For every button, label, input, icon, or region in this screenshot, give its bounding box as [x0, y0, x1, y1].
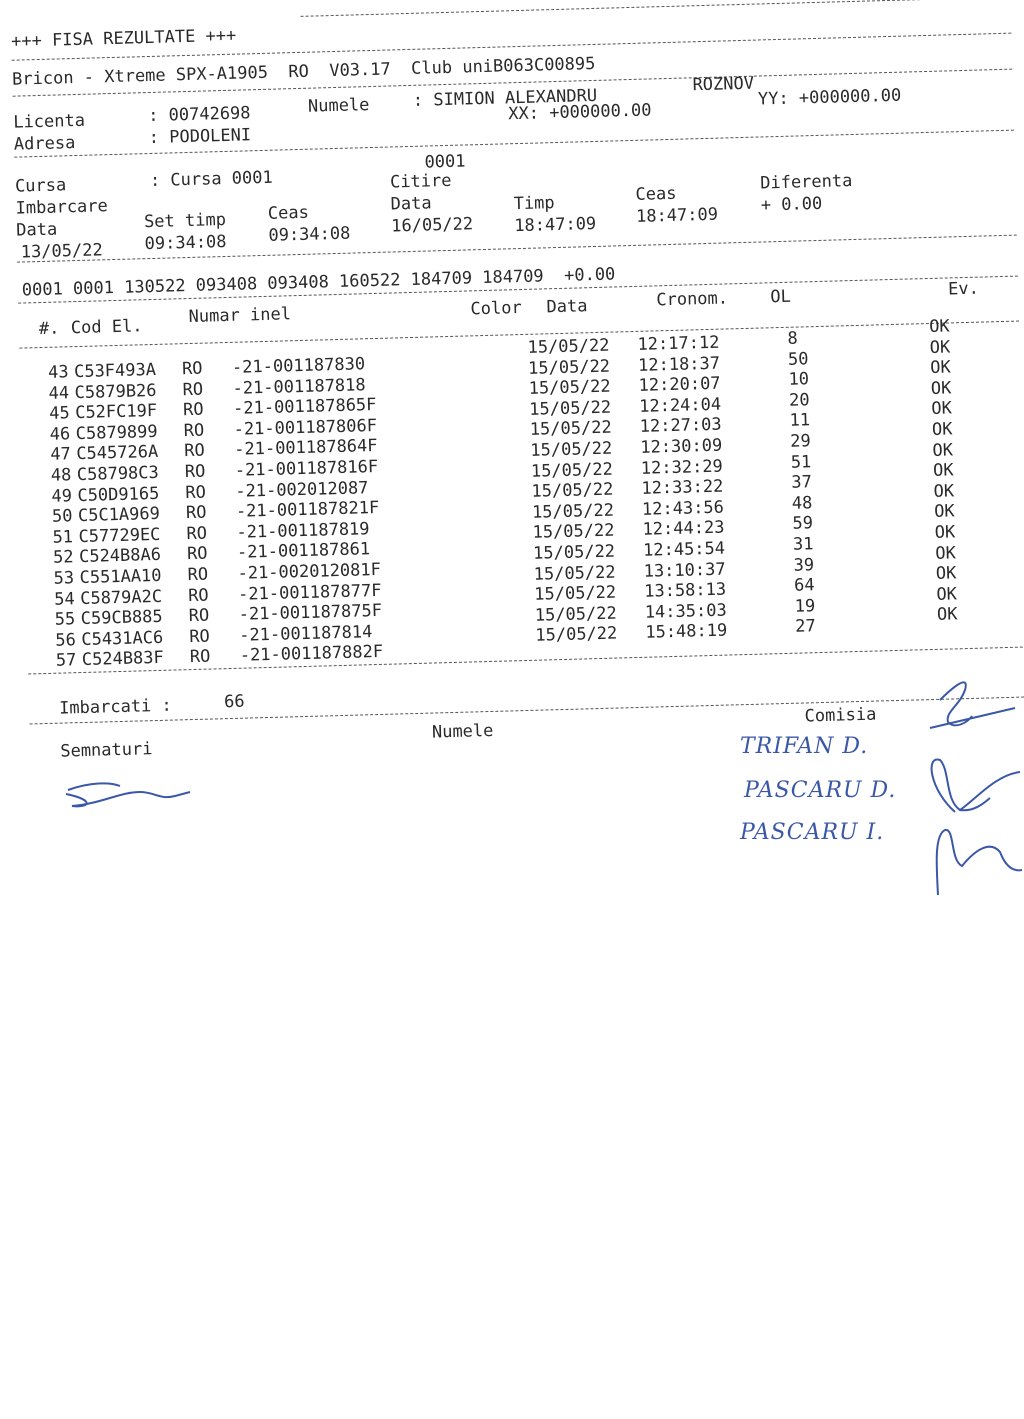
arrival-time: 12:32:29 — [640, 456, 724, 479]
commission-name-2: PASCARU D. — [744, 778, 897, 803]
cursa-value: : Cursa 0001 — [149, 167, 274, 192]
col-ol: OL — [770, 286, 792, 308]
electronic-code: C551AA10 — [79, 565, 162, 589]
diferenta-value: + 0.00 — [760, 193, 823, 216]
arrival-date: 15/05/22 — [535, 623, 618, 647]
electronic-code: C59CB885 — [80, 607, 163, 630]
ring-number: -21-001187865F — [232, 395, 377, 420]
ceas-set-label: Ceas — [267, 202, 310, 224]
arrival-time: 13:10:37 — [643, 559, 726, 582]
licenta-value: : 00742698 — [147, 103, 251, 127]
row-number: 46 — [49, 424, 71, 445]
electronic-code: C545726A — [76, 442, 159, 465]
arrival-time: 12:17:12 — [637, 332, 720, 355]
arrival-time: 14:35:03 — [644, 600, 727, 623]
imbarcare-label: Imbarcare — [15, 196, 109, 219]
ol-value: 10 — [788, 369, 810, 390]
ring-number: -21-001187806F — [233, 415, 378, 440]
country-code: RO — [187, 585, 209, 606]
ring-number: -21-001187864F — [233, 436, 378, 461]
arrival-time: 12:24:04 — [638, 394, 722, 417]
col-cod-el: Cod El. — [70, 316, 143, 339]
arrival-time: 12:45:54 — [642, 538, 726, 561]
ol-value: 37 — [791, 472, 813, 493]
arrival-time: 12:43:56 — [641, 497, 725, 520]
row-number: 50 — [51, 506, 73, 527]
event-status: OK — [930, 357, 952, 379]
adresa-label: Adresa — [13, 133, 76, 155]
ring-number: -21-001187819 — [236, 518, 370, 543]
country-code: RO — [186, 543, 208, 565]
electronic-code: C57729EC — [78, 524, 161, 547]
set-timp-label: Set timp — [143, 209, 227, 233]
event-status: OK — [931, 419, 953, 440]
row-number: 53 — [53, 568, 75, 589]
set-timp-value: 09:34:08 — [144, 231, 227, 255]
row-number: 49 — [51, 485, 73, 507]
col-ev: Ev. — [947, 278, 980, 300]
arrival-time: 12:44:23 — [642, 517, 725, 541]
licenta-label: Licenta — [13, 110, 86, 133]
ol-value: 64 — [793, 575, 815, 596]
event-status: OK — [930, 378, 952, 399]
row-number: 55 — [54, 609, 76, 630]
country-code: RO — [183, 420, 205, 441]
arrival-time: 12:30:09 — [640, 435, 723, 458]
country-code: RO — [187, 564, 209, 586]
xx-coordinate: XX: +000000.00 — [508, 100, 652, 125]
ol-value: 20 — [788, 390, 810, 411]
event-status: OK — [935, 563, 957, 585]
electronic-code: C5C1A969 — [77, 504, 161, 527]
event-status: OK — [932, 439, 954, 461]
ol-value: 50 — [787, 348, 809, 370]
comisia-label: Comisia — [804, 704, 877, 727]
ceas-read-label: Ceas — [635, 183, 677, 205]
arrival-date: 15/05/22 — [531, 500, 615, 523]
col-numar-inel: Numar inel — [188, 304, 292, 328]
country-code: RO — [182, 379, 204, 400]
electronic-code: C53F493A — [73, 359, 157, 383]
event-status: OK — [936, 604, 958, 626]
adresa-value: : PODOLENI — [148, 125, 252, 149]
citire-label: Citire — [389, 170, 452, 193]
numele-label: Numele — [307, 95, 370, 117]
ring-number: -21-001187830 — [231, 354, 366, 378]
ring-number: -21-001187877F — [237, 580, 382, 605]
col-data: Data — [546, 296, 588, 318]
ring-number: -21-001187861 — [236, 539, 371, 564]
arrival-date: 15/05/22 — [528, 376, 611, 400]
row-number: 43 — [47, 362, 69, 383]
electronic-code: C524B83F — [81, 648, 165, 671]
row-number: 48 — [50, 465, 72, 486]
event-status: OK — [933, 481, 955, 502]
citire-data-label: Data — [390, 193, 432, 215]
diferenta-label: Diferenta — [759, 171, 853, 194]
event-status: OK — [928, 316, 950, 337]
commission-name-1: TRIFAN D. — [740, 734, 869, 759]
ring-number: -21-001187816F — [234, 456, 379, 481]
arrival-date: 15/05/22 — [529, 418, 612, 441]
event-status: OK — [931, 398, 953, 420]
col-cronom: Cronom. — [656, 288, 729, 311]
ring-number: -21-002012087 — [235, 477, 369, 502]
electronic-code: C50D9165 — [77, 483, 160, 506]
device-line: Bricon - Xtreme SPX-A1905 RO V03.17 Club uniB063C00895 — [11, 53, 596, 90]
semnaturi-label: Semnaturi — [60, 739, 153, 762]
ol-value: 8 — [787, 328, 798, 349]
ol-value: 27 — [794, 616, 817, 638]
row-number: 56 — [55, 629, 77, 651]
ol-value: 39 — [793, 554, 815, 576]
country-code: RO — [188, 605, 210, 627]
ring-number: -21-002012081F — [237, 559, 382, 584]
row-number: 45 — [48, 403, 70, 425]
ol-value: 11 — [789, 410, 811, 432]
arrival-date: 15/05/22 — [530, 438, 613, 461]
ring-number: -21-001187875F — [238, 601, 383, 625]
col-color: Color — [470, 298, 522, 320]
imbarcati-label: Imbarcati : — [58, 695, 173, 719]
row-number: 44 — [48, 382, 70, 404]
electronic-code: C5879A2C — [79, 586, 163, 609]
ol-value: 59 — [792, 513, 814, 535]
arrival-time: 12:27:03 — [639, 415, 722, 438]
country-code: RO — [189, 646, 211, 668]
race-code-line: 0001 0001 130522 093408 093408 160522 184709 184709 +0.00 — [21, 264, 616, 301]
arrival-time: 12:33:22 — [641, 476, 724, 500]
event-status: OK — [936, 584, 958, 605]
ceas-read-value: 18:47:09 — [635, 204, 719, 227]
country-code: RO — [186, 523, 208, 544]
timp-label: Timp — [513, 193, 555, 215]
ring-number: -21-001187814 — [239, 621, 373, 646]
country-code: RO — [185, 502, 207, 524]
country-code: RO — [189, 626, 211, 647]
ol-value: 19 — [794, 595, 816, 617]
country-code: RO — [184, 461, 206, 483]
timp-value: 18:47:09 — [514, 213, 597, 237]
arrival-date: 15/05/22 — [534, 603, 617, 626]
row-number: 52 — [52, 547, 74, 569]
col-num: #. — [38, 318, 60, 340]
electronic-code: C58798C3 — [76, 462, 160, 486]
event-status: OK — [934, 522, 956, 543]
arrival-time: 15:48:19 — [645, 620, 728, 644]
row-number: 57 — [55, 650, 77, 672]
arrival-date: 15/05/22 — [532, 520, 615, 544]
data-value: 13/05/22 — [20, 240, 103, 263]
event-status: OK — [933, 501, 955, 523]
locality: ROZNOV — [692, 73, 755, 96]
arrival-time: 12:20:07 — [638, 373, 721, 397]
citire-data-value: 16/05/22 — [390, 214, 474, 237]
ol-value: 31 — [792, 534, 814, 555]
arrival-date: 15/05/22 — [527, 356, 611, 379]
event-status: OK — [935, 542, 957, 564]
ring-number: -21-001187818 — [232, 374, 366, 399]
cursa-label: Cursa — [14, 175, 67, 197]
arrival-date: 15/05/22 — [532, 541, 616, 564]
arrival-date: 15/05/22 — [533, 562, 616, 585]
imbarcati-value: 66 — [223, 691, 245, 713]
country-code: RO — [184, 441, 206, 462]
ol-value: 51 — [790, 451, 812, 473]
race-code: 0001 — [424, 151, 466, 173]
electronic-code: C5879B26 — [74, 380, 157, 403]
arrival-date: 15/05/22 — [531, 479, 614, 502]
electronic-code: C524B8A6 — [78, 545, 162, 568]
country-code: RO — [181, 358, 203, 380]
ring-number: -21-001187821F — [235, 498, 380, 522]
country-code: RO — [185, 482, 207, 503]
arrival-time: 13:58:13 — [643, 579, 727, 602]
arrival-date: 15/05/22 — [534, 582, 617, 605]
data-label: Data — [15, 219, 58, 241]
electronic-code: C5879899 — [75, 421, 158, 444]
ol-value: 48 — [791, 493, 813, 514]
commission-name-3: PASCARU I. — [740, 820, 885, 845]
event-status: OK — [932, 460, 954, 482]
sheet-title: +++ FISA REZULTATE +++ — [10, 25, 237, 52]
country-code: RO — [182, 399, 204, 421]
event-status: OK — [929, 337, 951, 358]
ol-value: 29 — [789, 431, 811, 452]
row-number: 54 — [53, 588, 75, 610]
numele-value: : SIMION ALEXANDRU — [412, 85, 598, 111]
ceas-set-value: 09:34:08 — [268, 223, 351, 246]
arrival-time: 12:18:37 — [637, 353, 721, 376]
arrival-date: 15/05/22 — [530, 459, 614, 482]
arrival-date: 15/05/22 — [529, 397, 612, 420]
ring-number: -21-001187882F — [239, 642, 384, 667]
yy-coordinate: YY: +000000.00 — [757, 85, 902, 110]
electronic-code: C5431AC6 — [81, 627, 164, 650]
arrival-date: 15/05/22 — [527, 335, 610, 358]
numele-footer-label: Numele — [431, 720, 494, 743]
row-number: 51 — [52, 527, 74, 548]
electronic-code: C52FC19F — [74, 401, 158, 424]
row-number: 47 — [50, 444, 72, 466]
